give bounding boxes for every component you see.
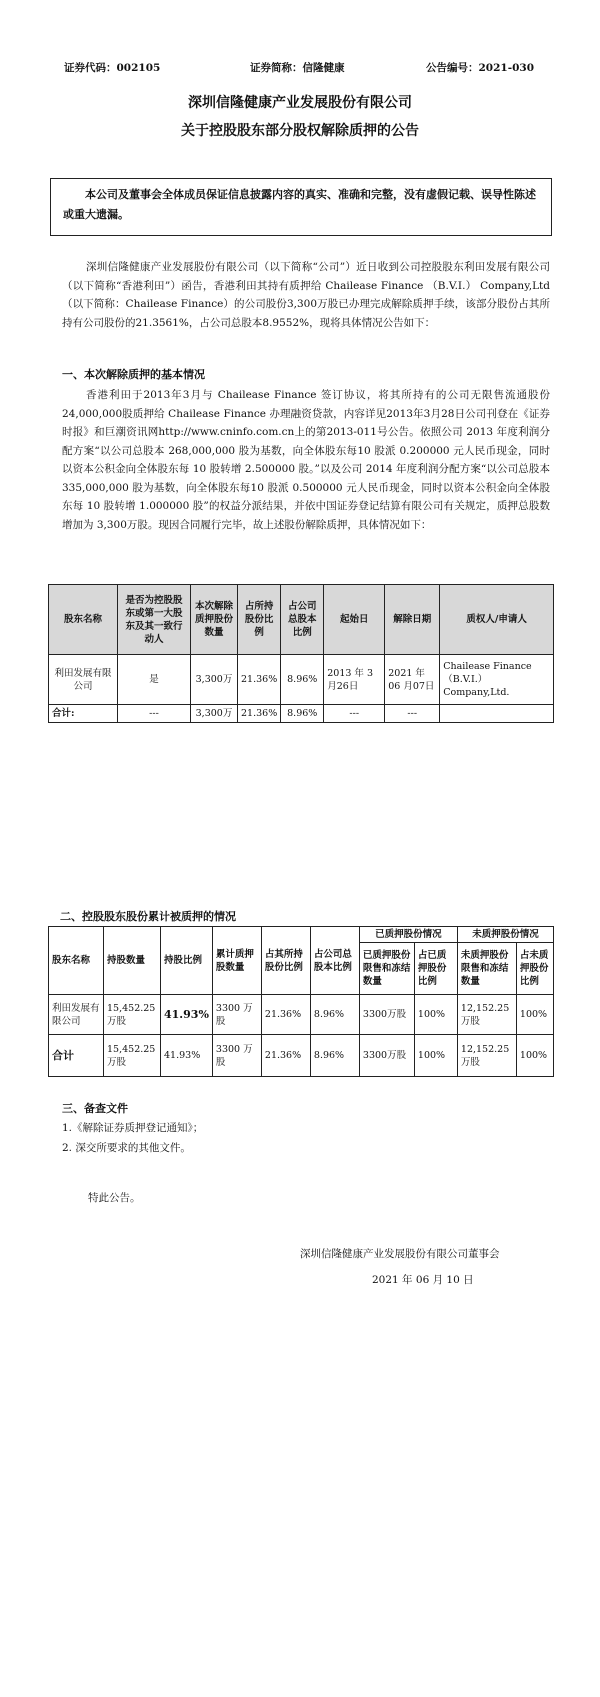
intro-paragraph: 深圳信隆健康产业发展股份有限公司（以下简称“公司”）近日收到公司控股股东利田发展有限公司（以下简称“香港利田”）函告，香港利田其持有质押给 Chailease Finance （B.V.I.） Company,Ltd（以下简称：Chailease Finance）的公司股份3,300万股已办理完成解除质押手续，该部分股份占其所持有公司股份的21.3561%，占公司总股本8.9552%，现将具体情况公告如下：	[62, 261, 550, 329]
list-item: 1.《解除证券质押登记通知》；	[62, 1122, 204, 1134]
th-ratio: 持股比例	[161, 927, 213, 995]
cell: 2021 年 06 月07日	[385, 655, 440, 705]
th-controlling: 是否为控股股东或第一大股东及其一致行动人	[118, 585, 191, 655]
cell: ---	[324, 705, 385, 723]
cell: 21.36%	[238, 655, 281, 705]
cell: 3300万股	[359, 995, 414, 1035]
pledge-summary-table	[48, 926, 554, 1077]
release-table	[48, 584, 554, 723]
cell: 利田发展有限公司	[49, 995, 104, 1035]
cell: 21.36%	[261, 995, 310, 1035]
cell: ---	[385, 705, 440, 723]
th-pledged-ratio: 占已质押股份比例	[414, 943, 457, 995]
group-unpledged: 未质押股份情况	[457, 927, 553, 943]
cell: Chailease Finance （B.V.I.） Company,Ltd.	[440, 655, 554, 705]
cell: 8.96%	[310, 1035, 359, 1077]
th-release-date: 解除日期	[385, 585, 440, 655]
th-pledged-frozen: 已质押股份限售和冻结数量	[359, 943, 414, 995]
cell: 100%	[414, 995, 457, 1035]
cell: 利田发展有限公司	[49, 655, 118, 705]
cell	[440, 705, 554, 723]
th-release-qty: 本次解除质押股份数量	[191, 585, 238, 655]
cell: 3,300万	[191, 705, 238, 723]
section2-heading: 二、控股股东股份累计被质押的情况	[60, 910, 236, 923]
cell: 2013 年 3 月26日	[324, 655, 385, 705]
table-total-row	[49, 705, 554, 723]
disclaimer-box: 本公司及董事会全体成员保证信息披露内容的真实、准确和完整，没有虚假记载、误导性陈述或重大遗漏。	[50, 178, 552, 236]
th-shares: 持股数量	[104, 927, 161, 995]
cell: 8.96%	[281, 705, 324, 723]
th-cum-pledged: 累计质押股数量	[212, 927, 261, 995]
th-pledgee: 质权人/申请人	[440, 585, 554, 655]
th-held-ratio: 占其所持股份比例	[261, 927, 310, 995]
notice-title: 关于控股股东部分股权解除质押的公告	[181, 123, 419, 139]
th-total-ratio: 占公司总股本比例	[310, 927, 359, 995]
cell: 100%	[414, 1035, 457, 1077]
cell: 100%	[516, 995, 553, 1035]
notice-number: 公告编号：2021-030	[426, 62, 534, 74]
th-holder: 股东名称	[49, 585, 118, 655]
th-start-date: 起始日	[324, 585, 385, 655]
reference-list	[62, 1118, 203, 1158]
signature-date: 2021 年 06 月 10 日	[372, 1274, 474, 1286]
cell: 3300 万股	[212, 1035, 261, 1077]
table-row	[49, 655, 554, 705]
cell: 是	[118, 655, 191, 705]
cell: 15,452.25万股	[104, 995, 161, 1035]
cell: 8.96%	[281, 655, 324, 705]
document-header	[64, 60, 534, 76]
cell: 41.93%	[161, 1035, 213, 1077]
cell: 15,452.25万股	[104, 1035, 161, 1077]
section1-body: 香港利田于2013年3月与 Chailease Finance 签订协议，将其所持有的公司无限售流通股份24,000,000股质押给 Chailease Finance 办理融资贷款，内容详见2013年3月28日公司刊登在《证券时报》和巨潮资讯网http://www.cninfo.com.cn上的第2013-011号公告。依照公司 2013 年度利润分配方案“以公司总股本 268,000,000 股为基数，向全体股东每10 股派 0.200000 元人民币现金，同时以资本公积金向全体股东每 10 股转增 2.500000 股。”以及公司 2014 年度利润分配方案“以公司总股本 335,000,000 股为基数，向全体股东每10 股派 0.500000 元人民币现金，同时以资本公积金向全体股东每 10 股转增 1.000000 股”的权益分派结果，并依中国证券登记结算有限公司有关规定，质押总股数增加为 3,300万股。现因合同履行完毕，故上述股份解除质押，具体情况如下：	[62, 389, 550, 531]
cell: 3300 万股	[212, 995, 261, 1035]
cell: ---	[118, 705, 191, 723]
cell: 3,300万	[191, 655, 238, 705]
th-unpledged-frozen: 未质押股份限售和冻结数量	[457, 943, 516, 995]
list-item: 2. 深交所要求的其他文件。	[62, 1142, 191, 1154]
table-row	[49, 995, 554, 1035]
th-held-ratio: 占所持股份比例	[238, 585, 281, 655]
company-title: 深圳信隆健康产业发展股份有限公司	[188, 95, 412, 111]
cell: 100%	[516, 1035, 553, 1077]
section3-heading: 三、备查文件	[62, 1102, 128, 1115]
cell: 12,152.25万股	[457, 995, 516, 1035]
cell: 21.36%	[261, 1035, 310, 1077]
table-total-row	[49, 1035, 554, 1077]
th-unpledged-ratio: 占未质押股份比例	[516, 943, 553, 995]
section1-heading: 一、本次解除质押的基本情况	[62, 368, 205, 381]
cell: 21.36%	[238, 705, 281, 723]
group-pledged: 已质押股份情况	[359, 927, 457, 943]
cell: 合计	[49, 1035, 104, 1077]
stock-name: 证券简称：信隆健康	[250, 62, 345, 74]
cell: 41.93%	[161, 995, 213, 1035]
cell: 8.96%	[310, 995, 359, 1035]
stock-code: 证券代码：002105	[64, 62, 161, 74]
cell: 12,152.25万股	[457, 1035, 516, 1077]
signature-org: 深圳信隆健康产业发展股份有限公司董事会	[300, 1248, 500, 1260]
th-holder: 股东名称	[49, 927, 104, 995]
closing-text: 特此公告。	[88, 1192, 141, 1204]
th-total-ratio: 占公司总股本比例	[281, 585, 324, 655]
cell: 3300万股	[359, 1035, 414, 1077]
cell: 合计:	[49, 705, 118, 723]
